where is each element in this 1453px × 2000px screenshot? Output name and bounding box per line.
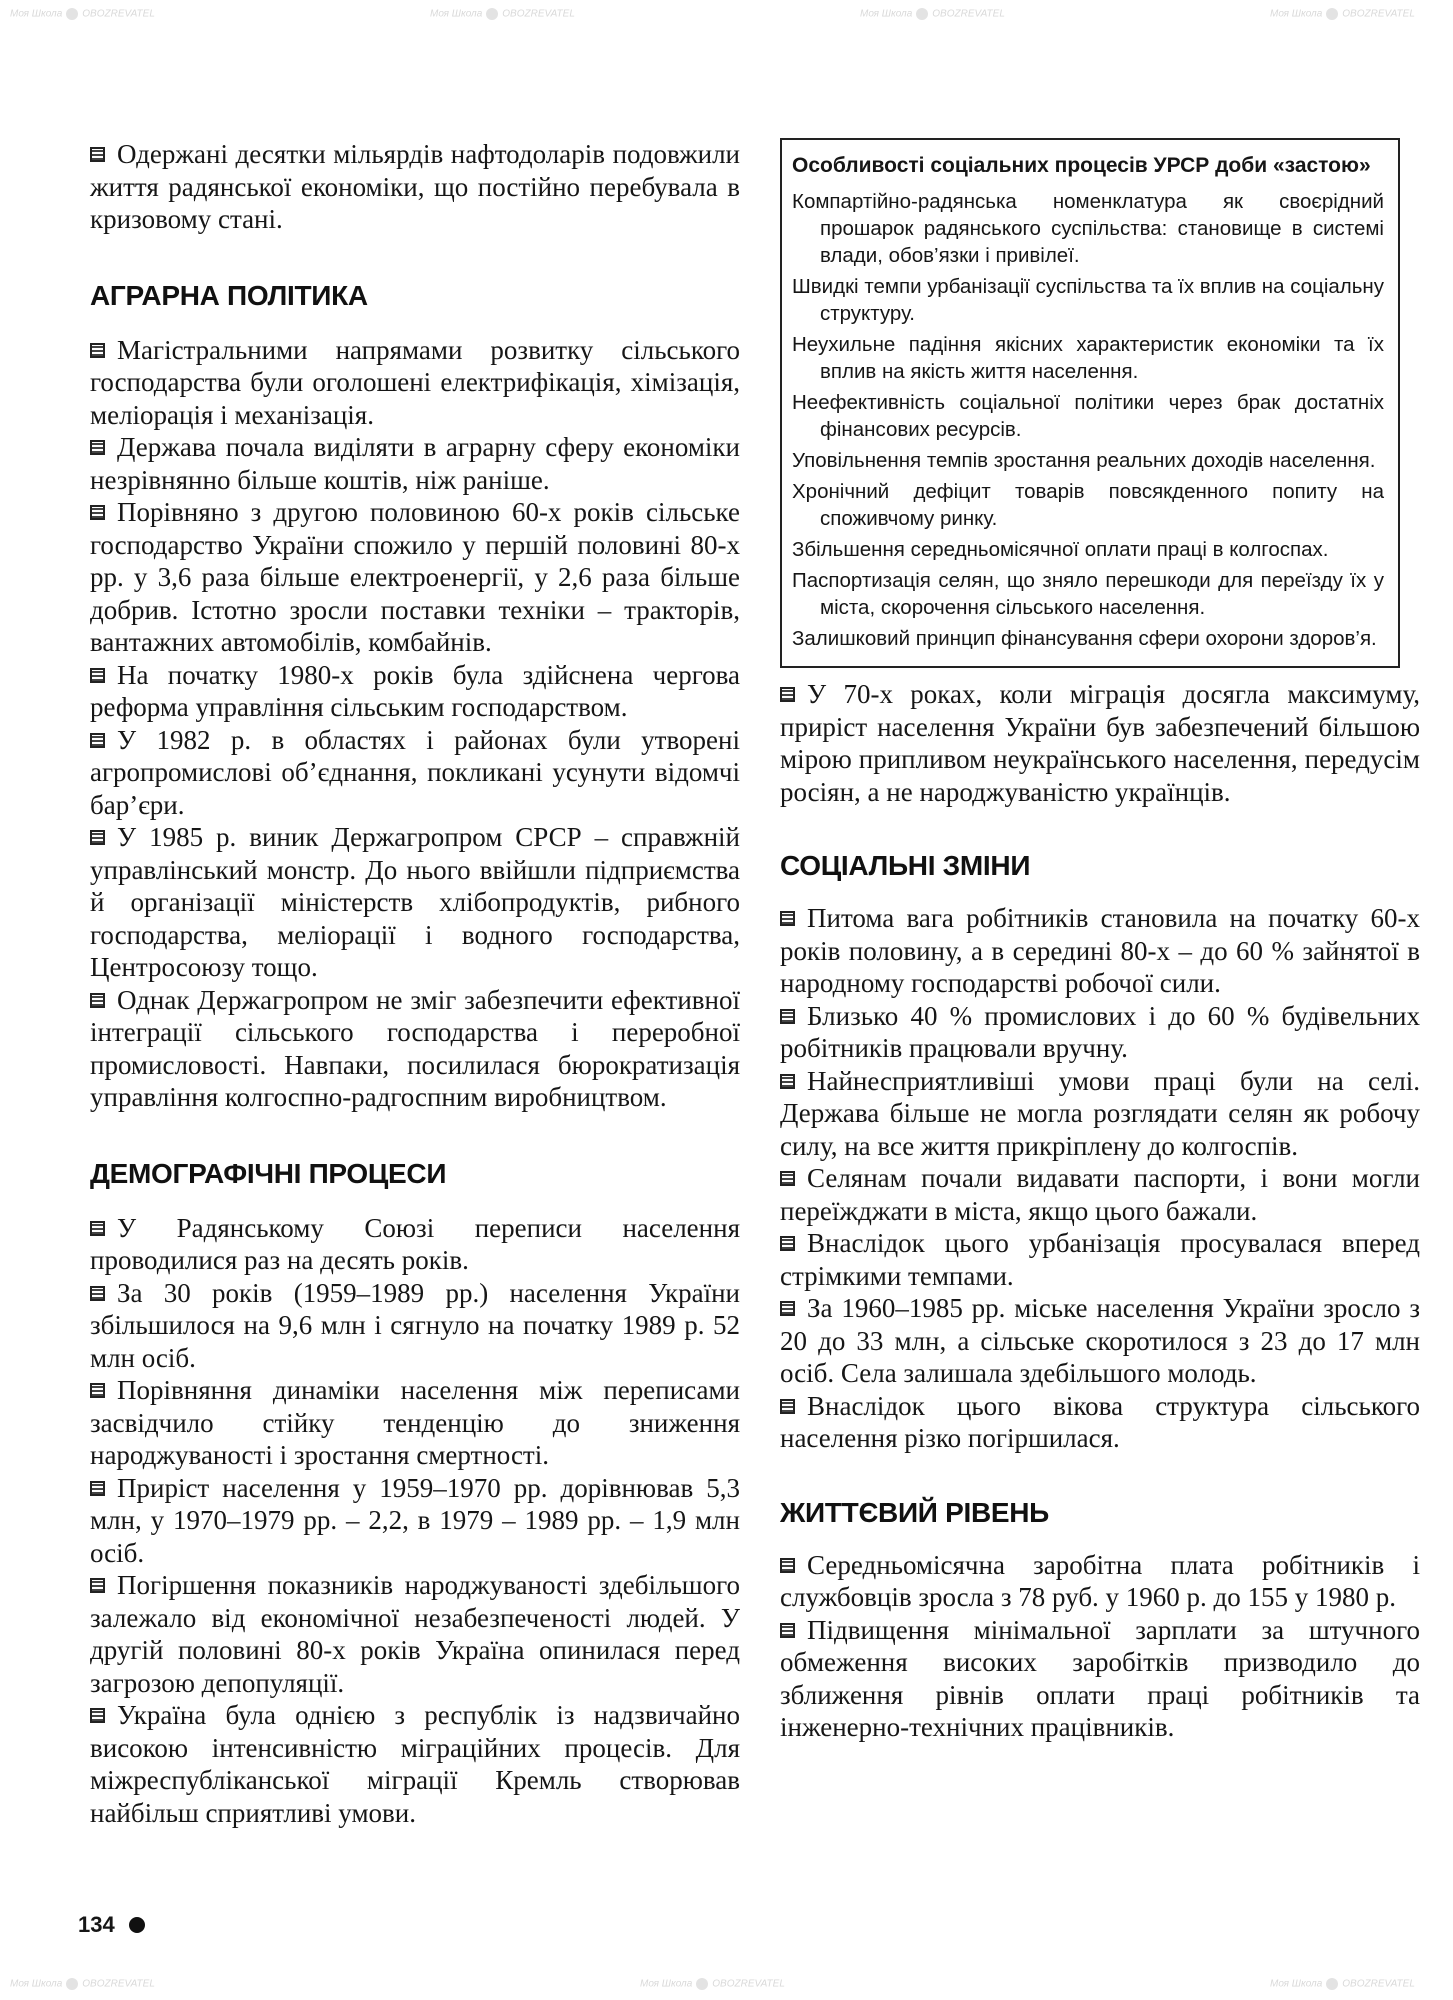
watermark-logo-icon bbox=[1326, 1978, 1338, 1990]
bullet-icon bbox=[90, 440, 105, 455]
list-item: За 30 років (1959–1989 рр.) населення України збільшилося на 9,6 млн і сягнуло на початку 1989 р. 52 млн осіб. bbox=[90, 1277, 740, 1373]
bullet-icon bbox=[90, 733, 105, 748]
bullet-icon bbox=[90, 1708, 105, 1723]
bullet-icon bbox=[780, 1623, 795, 1638]
page-footer bbox=[78, 1912, 145, 1938]
section-heading-living: ЖИТТЄВИЙ РІВЕНЬ bbox=[780, 1496, 1050, 1528]
bullet-icon bbox=[780, 1558, 795, 1573]
list-item: Україна була однією з республік із надзвичайно високою інтенсивністю міграційних процесів. Для міжреспубліканської міграції Кремль створював найбільш сприятливі умови. bbox=[90, 1700, 740, 1828]
list-item: У Радянському Союзі переписи населення проводилися раз на десять років. bbox=[90, 1212, 740, 1275]
list-item: Погіршення показників народжуваності здебільшого залежало від економічної незабезпеченості людей. У другій половині 80-х років Україна опинилася перед загрозою депопуляції. bbox=[90, 1570, 740, 1698]
bullet-icon bbox=[90, 668, 105, 683]
list-item: Порівняно з другою половиною 60-х років сільське господарство України спожило у першій половині 80-х рр. у 3,6 раза більше електроенергії, у 2,6 раза більше добрив. Істотно зросли поставки техніки – тракторів, вантажних автомобілів, комбайнів. bbox=[90, 497, 740, 657]
section-heading-demographic: ДЕМОГРАФІЧНІ ПРОЦЕСИ bbox=[90, 1157, 447, 1189]
watermark-logo-icon bbox=[66, 8, 78, 20]
watermark: Моя Школа OBOZREVATEL bbox=[1270, 8, 1415, 20]
list-item: Питома вага робітників становила на початку 60-х років половину, а в середині 80-х – до 60 % зайнятої в народному господарстві робочої сили. bbox=[780, 903, 1420, 998]
list-item: Держава почала виділяти в аграрну сферу економіки незрівнянно більше коштів, ніж раніше. bbox=[90, 432, 740, 495]
info-box-item: Хронічний дефіцит товарів повсякденного попиту на споживчому ринку. bbox=[792, 480, 1384, 530]
info-box-title: Особливості соціальних процесів УРСР доби «застою» bbox=[792, 154, 1371, 177]
bullet-icon bbox=[780, 1074, 795, 1089]
watermark: Моя Школа OBOZREVATEL bbox=[640, 1978, 785, 1990]
list-item: Порівняння динаміки населення між переписами засвідчило стійку тенденцію до зниження народжуваності і зростання смертності. bbox=[90, 1375, 740, 1470]
info-box-item: Неухильне падіння якісних характеристик економіки та їх вплив на якість життя населення. bbox=[792, 333, 1384, 383]
watermark-logo-icon bbox=[916, 8, 928, 20]
list-item: Близько 40 % промислових і до 60 % будівельних робітників працювали вручну. bbox=[780, 1000, 1420, 1063]
bullet-icon bbox=[780, 1009, 795, 1024]
bullet-icon bbox=[90, 505, 105, 520]
bullet-icon bbox=[90, 1221, 105, 1236]
info-box-item: Збільшення середньомісячної оплати праці в колгоспах. bbox=[792, 538, 1329, 561]
section-heading-agrarian: АГРАРНА ПОЛІТИКА bbox=[90, 279, 368, 311]
left-column bbox=[90, 138, 740, 1829]
bullet-icon bbox=[90, 993, 105, 1008]
info-box-item: Уповільнення темпів зростання реальних доходів населення. bbox=[792, 449, 1376, 472]
list-item: Середньомісячна заробітна плата робітників і службовців зросла з 78 руб. у 1960 р. до 155 у 1980 р. bbox=[780, 1549, 1420, 1612]
info-box-item: Паспортизація селян, що зняло перешкоди для переїзду їх у міста, скорочення сільського населення. bbox=[792, 569, 1384, 619]
bullet-icon bbox=[780, 687, 795, 702]
watermark-logo-icon bbox=[66, 1978, 78, 1990]
page-dot-icon bbox=[129, 1917, 145, 1933]
intro-paragraph: Одержані десятки мільярдів нафтодоларів подовжили життя радянської економіки, що постійно перебувала в кризовому стані. bbox=[90, 139, 740, 234]
watermark: Моя Школа OBOZREVATEL bbox=[860, 8, 1005, 20]
migration-note: У 70-х роках, коли міграція досягла максимуму, приріст населення України був забезпечений більшою мірою припливом неукраїнського населення, передусім росіян, а не народжуваністю українців. bbox=[780, 679, 1420, 807]
info-box bbox=[780, 138, 1400, 668]
watermark: Моя Школа OBOZREVATEL bbox=[430, 8, 575, 20]
bullet-icon bbox=[90, 343, 105, 358]
section-heading-social: СОЦІАЛЬНІ ЗМІНИ bbox=[780, 850, 1031, 881]
bullet-icon bbox=[90, 830, 105, 845]
watermark-logo-icon bbox=[486, 8, 498, 20]
bullet-icon bbox=[780, 911, 795, 926]
info-box-item: Швидкі темпи урбанізації суспільства та їх вплив на соціальну структуру. bbox=[792, 275, 1384, 325]
bullet-icon bbox=[90, 1481, 105, 1496]
bullet-icon bbox=[90, 1578, 105, 1593]
list-item: У 1985 р. виник Держагропром СРСР – справжній управлінський монстр. До нього ввійшли підприємства й організації міністерств хлібопродуктів, рибного господарства, меліорації і водного господарства, Центросоюзу тощо. bbox=[90, 822, 740, 982]
bullet-icon bbox=[90, 147, 105, 162]
list-item: Магістральними напрямами розвитку сільського господарства були оголошені електрифікація, хімізація, меліорація і механізація. bbox=[90, 334, 740, 430]
list-item: Внаслідок цього вікова структура сільського населення різко погіршилася. bbox=[780, 1390, 1420, 1453]
page-number: 134 bbox=[78, 1912, 115, 1937]
list-item: Найнесприятливіші умови праці були на селі. Держава більше не могла розглядати селян як робочу силу, на все життя прикріплену до колгоспів. bbox=[780, 1065, 1420, 1161]
watermark: Моя Школа OBOZREVATEL bbox=[1270, 1978, 1415, 1990]
bullet-icon bbox=[780, 1301, 795, 1316]
watermark: Моя Школа OBOZREVATEL bbox=[10, 1978, 155, 1990]
watermark: Моя Школа OBOZREVATEL bbox=[10, 8, 155, 20]
list-item: Підвищення мінімальної зарплати за штучного обмеження високих заробітків призводило до зближення рівнів оплати праці робітників та інженерно-технічних працівників. bbox=[780, 1614, 1420, 1742]
bullet-icon bbox=[780, 1399, 795, 1414]
right-column bbox=[780, 138, 1420, 1744]
list-item: За 1960–1985 рр. міське населення України зросло з 20 до 33 млн, а сільське скоротилося з 23 до 17 млн осіб. Села залишала здебільшого молодь. bbox=[780, 1293, 1420, 1388]
watermark-logo-icon bbox=[696, 1978, 708, 1990]
info-box-item: Компартійно-радянська номенклатура як своєрідний прошарок радянського суспільства: становище в системі влади, обов’язки і привілеї. bbox=[792, 190, 1384, 267]
bullet-icon bbox=[780, 1236, 795, 1251]
list-item: У 1982 р. в областях і районах були утворені агропромислові об’єднання, покликані усунути відомчі бар’єри. bbox=[90, 724, 740, 820]
list-item: Однак Держагропром не зміг забезпечити ефективної інтеграції сільського господарства і переробної промисловості. Навпаки, посилилася бюрократизація управління колгоспно-радгоспним виробництвом. bbox=[90, 984, 740, 1112]
info-box-item: Неефективність соціальної політики через брак достатніх фінансових ресурсів. bbox=[792, 391, 1384, 441]
bullet-icon bbox=[90, 1286, 105, 1301]
bullet-icon bbox=[90, 1383, 105, 1398]
info-box-item: Залишковий принцип фінансування сфери охорони здоров’я. bbox=[792, 627, 1377, 650]
list-item: Внаслідок цього урбанізація просувалася вперед стрімкими темпами. bbox=[780, 1228, 1420, 1291]
watermark-logo-icon bbox=[1326, 8, 1338, 20]
list-item: Приріст населення у 1959–1970 рр. дорівнював 5,3 млн, у 1970–1979 рр. – 2,2, в 1979 – 1989 рр. – 1,9 млн осіб. bbox=[90, 1472, 740, 1568]
list-item: На початку 1980-х років була здійснена чергова реформа управління сільським господарством. bbox=[90, 659, 740, 722]
list-item: Селянам почали видавати паспорти, і вони могли переїжджати в міста, якщо цього бажали. bbox=[780, 1163, 1420, 1226]
bullet-icon bbox=[780, 1171, 795, 1186]
